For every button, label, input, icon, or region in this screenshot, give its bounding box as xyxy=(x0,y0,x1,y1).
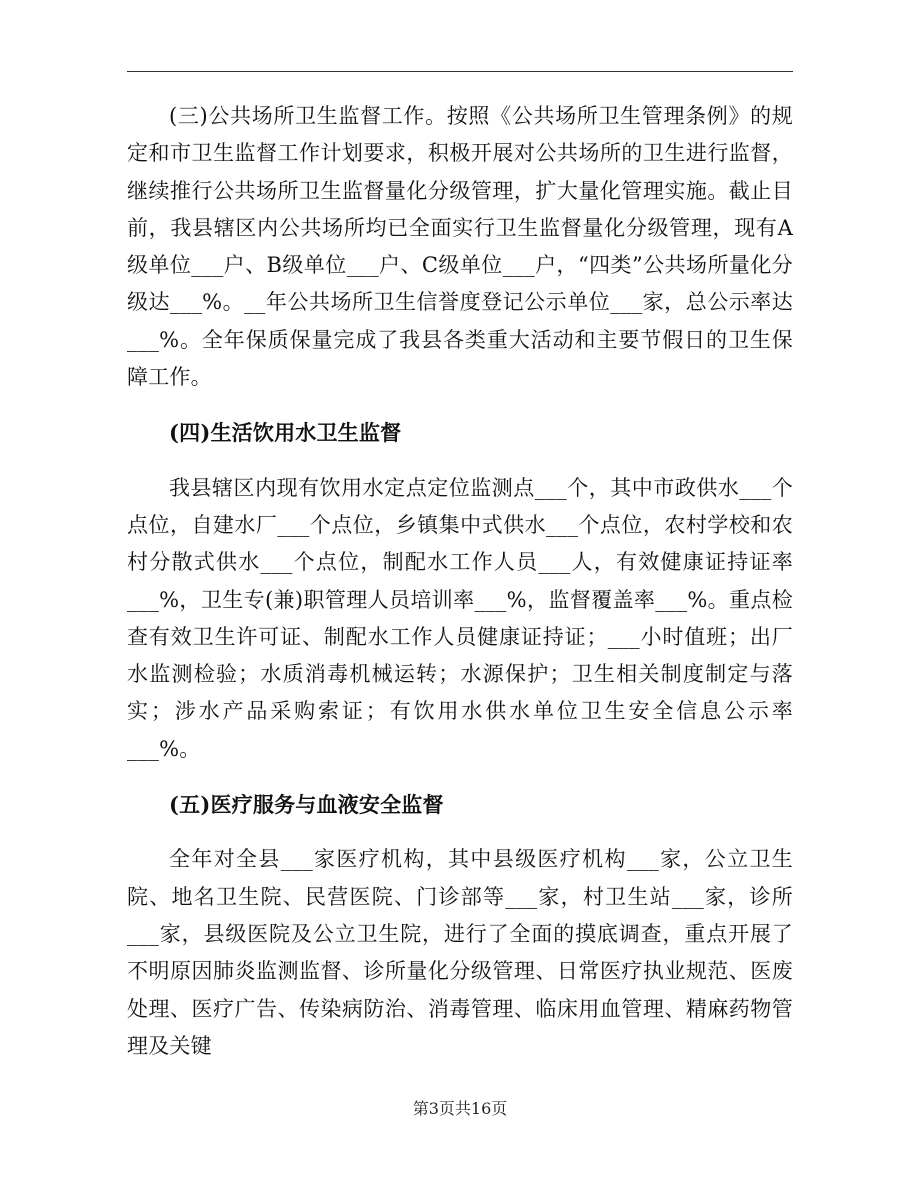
document-body xyxy=(127,98,793,1065)
heading-drinking-water: (四)生活饮用水卫生监督 xyxy=(169,420,402,446)
page-number: 第3页共16页 xyxy=(412,1099,508,1118)
paragraph-medical-services: 全年对全县___家医疗机构，其中县级医疗机构___家，公立卫生院、地名卫生院、民营医院、门诊部等___家，村卫生站___家，诊所___家，县级医院及公立卫生院，进行了全面的摸底调查，重点开展了不明原因肺炎监测监督、诊所量化分级管理、日常医疗执业规范、医废处理、医疗广告、传染病防治、消毒管理、临床用血管理、精麻药物管理及关键 xyxy=(127,847,793,1058)
header-rule xyxy=(127,71,793,72)
heading-medical-services: (五)医疗服务与血液安全监督 xyxy=(169,792,444,818)
paragraph-drinking-water: 我县辖区内现有饮用水定点定位监测点___个，其中市政供水___个点位，自建水厂___个点位，乡镇集中式供水___个点位，农村学校和农村分散式供水___个点位，制配水工作人员___人，有效健康证持证率___%，卫生专(兼)职管理人员培训率___%，监督覆盖率___%。重点检查有效卫生许可证、制配水工作人员健康证持证；___小时值班；出厂水监测检验；水质消毒机械运转；水源保护；卫生相关制度制定与落实；涉水产品采购索证；有饮用水供水单位卫生安全信息公示率___%。 xyxy=(127,475,793,761)
paragraph-public-places: (三)公共场所卫生监督工作。按照《公共场所卫生管理条例》的规定和市卫生监督工作计划要求，积极开展对公共场所的卫生进行监督，继续推行公共场所卫生监督量化分级管理，扩大量化管理实施。截止目前，我县辖区内公共场所均已全面实行卫生监督量化分级管理，现有A级单位___户、B级单位___户、C级单位___户，“四类”公共场所量化分级达___%。__年公共场所卫生信誉度登记公示单位___家，总公示率达___%。全年保质保量完成了我县各类重大活动和主要节假日的卫生保障工作。 xyxy=(127,104,793,390)
